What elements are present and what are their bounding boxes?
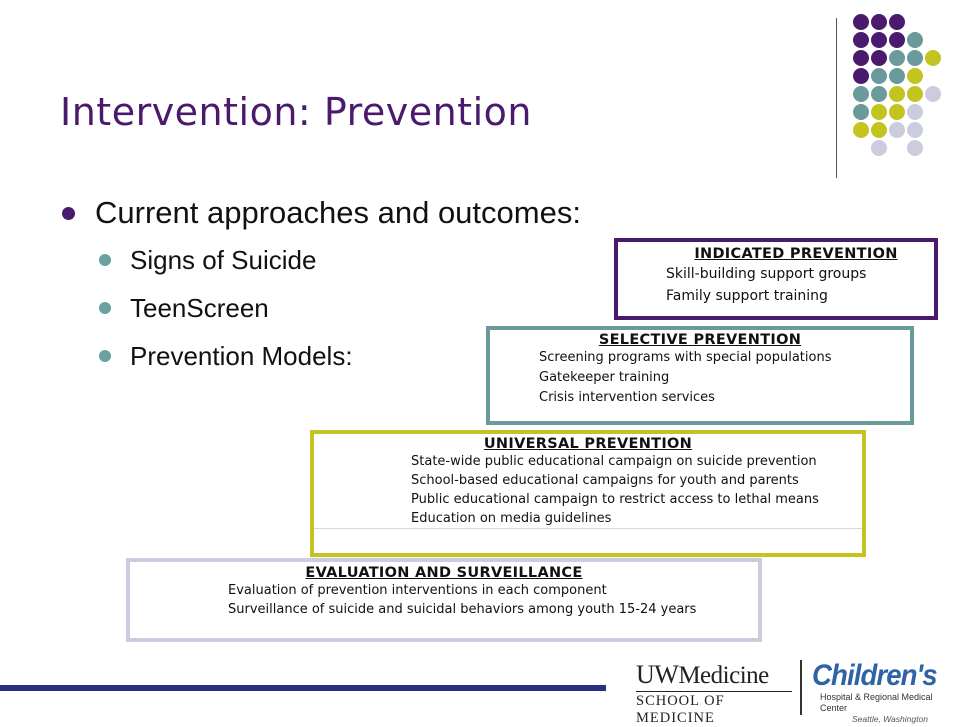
selective-prevention-box (486, 326, 914, 425)
slide-title: Intervention: Prevention (60, 90, 532, 134)
decorative-dot (871, 32, 887, 48)
divider (314, 528, 862, 529)
decorative-dot (907, 32, 923, 48)
childrens-name: Children's (812, 659, 937, 692)
decorative-dot (889, 68, 905, 84)
decorative-dot (853, 32, 869, 48)
box-header: UNIVERSAL PREVENTION (483, 436, 693, 452)
decorative-dot (889, 14, 905, 30)
decorative-dot (853, 104, 869, 120)
box-item: Gatekeeper training (539, 370, 670, 385)
box-item: Crisis intervention services (539, 390, 715, 405)
uw-name-part: UW (636, 660, 679, 689)
childrens-city: Seattle, Washington (852, 714, 928, 724)
decorative-dot (925, 50, 941, 66)
decorative-dot (925, 86, 941, 102)
decorative-dot (853, 86, 869, 102)
bullet-main (60, 190, 581, 236)
decorative-dot (871, 50, 887, 66)
box-items (539, 348, 910, 408)
bullet-sub (60, 284, 581, 332)
bullet-dot-icon (99, 350, 111, 362)
box-header: INDICATED PREVENTION (694, 246, 898, 262)
logo-divider (800, 660, 802, 715)
indicated-prevention-box (614, 238, 938, 320)
bullet-sub-text: Signs of Suicide (130, 245, 317, 275)
box-item: State-wide public educational campaign on suicide prevention (411, 454, 817, 469)
box-item: Evaluation of prevention interventions in each component (228, 583, 607, 598)
decorative-dot (907, 122, 923, 138)
box-items (411, 452, 862, 528)
footer-bar (0, 685, 606, 691)
box-item: Screening programs with special populations (539, 350, 832, 365)
decorative-dot (889, 104, 905, 120)
decorative-dot (853, 14, 869, 30)
decorative-dot (853, 50, 869, 66)
decorative-dot (889, 86, 905, 102)
universal-prevention-box (310, 430, 866, 557)
box-header: SELECTIVE PREVENTION (598, 332, 802, 348)
box-item: Public educational campaign to restrict access to lethal means (411, 492, 819, 507)
decorative-dot (853, 122, 869, 138)
bullet-dot-icon (99, 302, 111, 314)
box-item: Skill-building support groups (666, 266, 867, 282)
decorative-dot (871, 140, 887, 156)
box-header: EVALUATION AND SURVEILLANCE (305, 565, 583, 581)
box-item: School-based educational campaigns for youth and parents (411, 473, 799, 488)
childrens-subtitle: Hospital & Regional Medical Center (820, 692, 933, 713)
bullet-dot-icon (62, 207, 75, 220)
bullet-sub-text: TeenScreen (130, 293, 269, 323)
decorative-dot (871, 68, 887, 84)
box-item: Family support training (666, 288, 828, 304)
decorative-dot (889, 32, 905, 48)
box-item: Surveillance of suicide and suicidal behaviors among youth 15-24 years (228, 602, 697, 617)
box-item: Education on media guidelines (411, 511, 612, 526)
childrens-hospital-logo (812, 660, 960, 724)
bullet-sub (60, 236, 581, 284)
evaluation-surveillance-box (126, 558, 762, 642)
uw-school-name: SCHOOL OF MEDICINE (636, 691, 792, 727)
uw-name-part: Medicine (678, 662, 769, 689)
decorative-dot (889, 50, 905, 66)
decorative-dot (907, 140, 923, 156)
decorative-dot (907, 50, 923, 66)
bullet-sub-text: Prevention Models: (130, 341, 353, 371)
uw-medicine-logo (636, 661, 792, 727)
decorative-dot (889, 122, 905, 138)
decorative-vertical-line (836, 18, 837, 178)
decorative-dot (907, 104, 923, 120)
decorative-dot (871, 14, 887, 30)
decorative-dot (907, 68, 923, 84)
decorative-dot (871, 104, 887, 120)
decorative-dot (871, 122, 887, 138)
bullet-main-text: Current approaches and outcomes: (95, 195, 581, 230)
decorative-dot (907, 86, 923, 102)
box-items (666, 263, 934, 307)
uw-medicine-name (636, 661, 792, 690)
decorative-dot (871, 86, 887, 102)
bullet-dot-icon (99, 254, 111, 266)
decorative-dot (853, 68, 869, 84)
box-items (228, 581, 758, 619)
